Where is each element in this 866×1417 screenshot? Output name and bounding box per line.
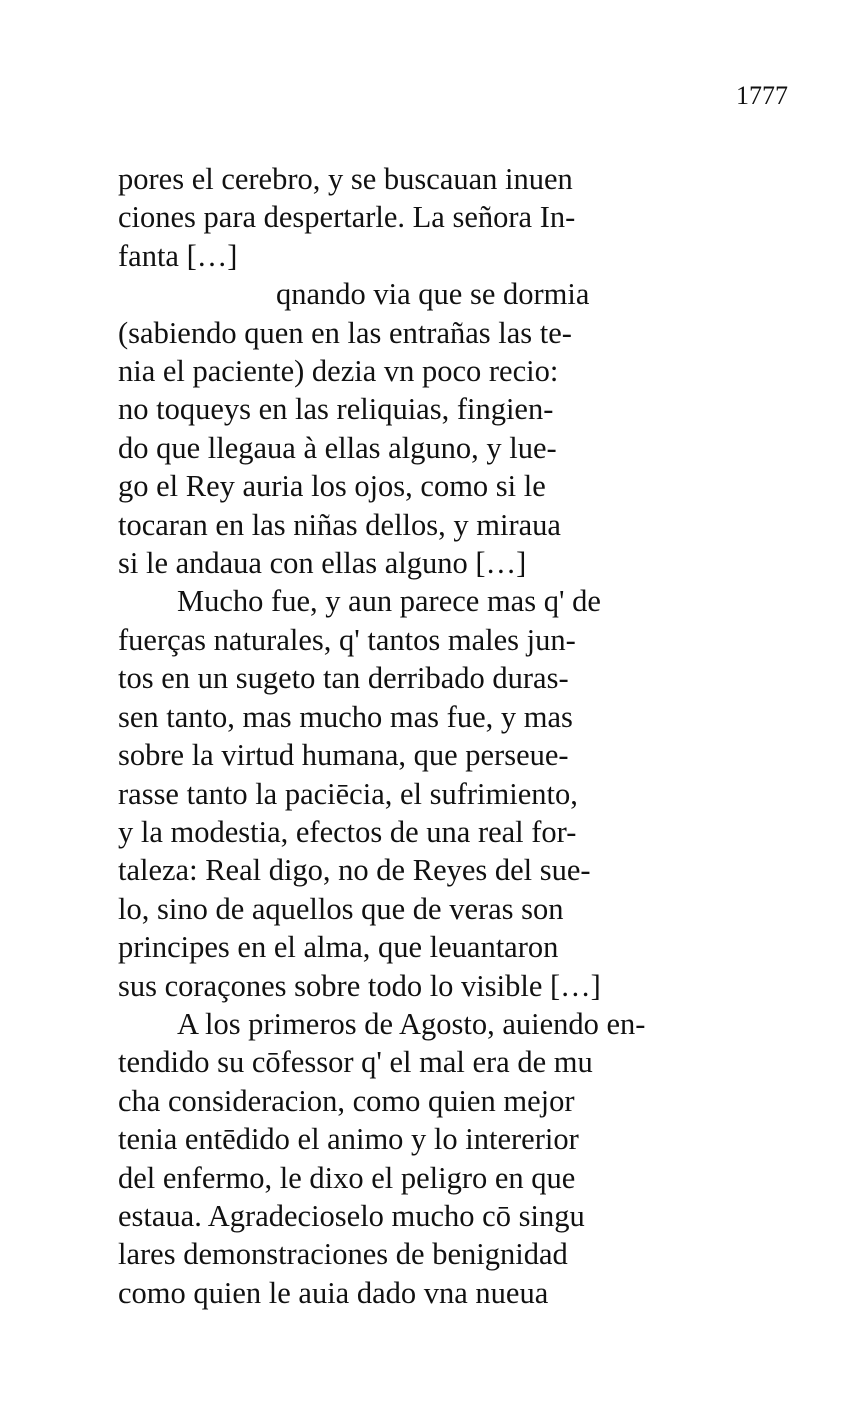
text-line: como quien le auia dado vna nueua xyxy=(118,1275,549,1310)
text-line: fanta […] xyxy=(118,238,238,273)
text-line: no toqueys en las reliquias, fingien- xyxy=(118,392,554,427)
text-line: taleza: Real digo, no de Reyes del sue- xyxy=(118,853,591,888)
text-line: nia el paciente) dezia vn poco recio: xyxy=(118,354,559,389)
text-line: sus coraçones sobre todo lo visible […] xyxy=(118,968,601,1003)
text-line: pores el cerebro, y se buscauan inuen xyxy=(118,162,573,196)
text-line: cha consideracion, como quien mejor xyxy=(118,1083,575,1118)
text-line: sobre la virtud humana, que perseue- xyxy=(118,738,569,773)
text-line: sen tanto, mas mucho mas fue, y mas xyxy=(118,699,573,734)
text-line: go el Rey auria los ojos, como si le xyxy=(118,469,546,504)
page-number: 1777 xyxy=(736,81,788,110)
text-line: Mucho fue, y aun parece mas q' de xyxy=(177,584,601,619)
text-line: tos en un sugeto tan derribado duras- xyxy=(118,661,569,696)
text-line: do que llegaua à ellas alguno, y lue- xyxy=(118,430,557,465)
text-line: del enfermo, le dixo el peligro en que xyxy=(118,1160,576,1195)
text-line: y la modestia, efectos de una real for- xyxy=(118,814,577,849)
text-line: lares demonstraciones de benignidad xyxy=(118,1237,568,1272)
text-line: rasse tanto la paciēcia, el sufrimiento, xyxy=(118,776,578,811)
text-line: (sabiendo quen en las entrañas las te- xyxy=(118,315,572,350)
text-line: A los primeros de Agosto, auiendo en- xyxy=(177,1006,646,1041)
text-line: principes en el alma, que leuantaron xyxy=(118,930,559,965)
text-line: tocaran en las niñas dellos, y miraua xyxy=(118,507,561,542)
text-line: ciones para despertarle. La señora In- xyxy=(118,200,576,235)
text-line: tenia entēdido el animo y lo intererior xyxy=(118,1122,579,1157)
text-line: fuerças naturales, q' tantos males jun- xyxy=(118,622,576,657)
text-line: lo, sino de aquellos que de veras son xyxy=(118,891,564,926)
body-text xyxy=(118,160,818,1312)
text-line: tendido su cōfessor q' el mal era de mu xyxy=(118,1045,593,1080)
text-line: qnando via que se dormia xyxy=(276,277,590,312)
text-line: si le andaua con ellas alguno […] xyxy=(118,546,527,581)
text-line: estaua. Agradecioselo mucho cō singu xyxy=(118,1198,585,1233)
